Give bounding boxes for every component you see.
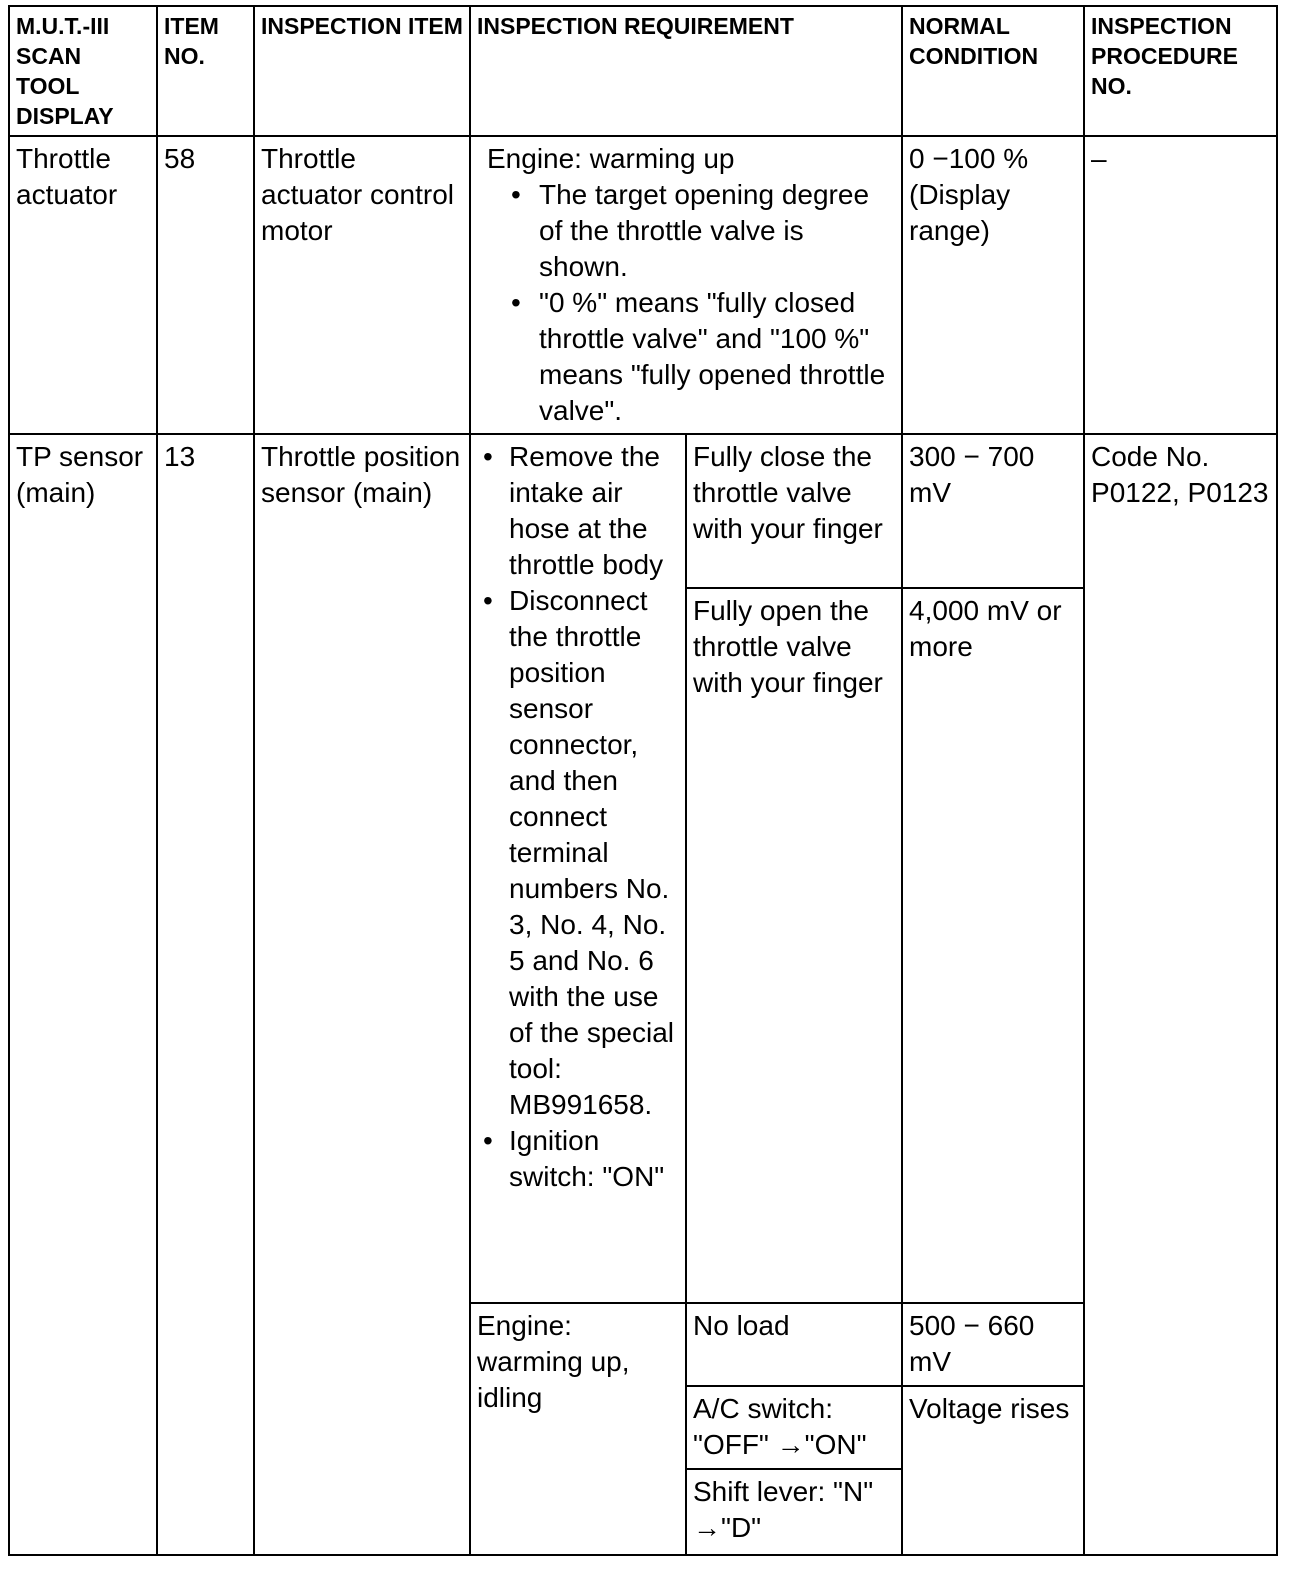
cell-normal-condition: 0 −100 % (Display range): [902, 136, 1084, 434]
table-row: [9, 136, 1277, 434]
cell-case-condition: No load: [686, 1303, 902, 1386]
cell-requirement-lead: Engine: warming up, idling: [470, 1303, 686, 1555]
requirement-lead: Engine: warming up: [487, 143, 735, 174]
cell-case-condition: Shift lever: "N" →"D": [686, 1469, 902, 1555]
cell-display: Throttle actuator: [9, 136, 157, 434]
header-normal-condition: NORMAL CONDITION: [902, 6, 1084, 136]
page: [8, 5, 1278, 1556]
cell-inspection-item: Throttle actuator control motor: [254, 136, 470, 434]
inspection-table: [8, 5, 1278, 1556]
header-inspection-requirement: INSPECTION REQUIREMENT: [470, 6, 902, 136]
list-item: • The target opening degree of the throttle valve is shown.: [477, 177, 895, 285]
cell-display: TP sensor (main): [9, 434, 157, 1555]
requirement-bullets: [477, 177, 895, 429]
cell-procedure-no: Code No. P0122, P0123: [1084, 434, 1277, 1555]
cell-procedure-no: –: [1084, 136, 1277, 434]
cell-normal-condition: 4,000 mV or more: [902, 588, 1084, 1303]
cell-normal-condition: Voltage rises: [902, 1386, 1084, 1555]
header-display: M.U.T.-III SCAN TOOL DISPLAY: [9, 6, 157, 136]
list-item: • Ignition switch: "ON": [477, 1123, 679, 1195]
header-row: [9, 6, 1277, 136]
table-row: [9, 434, 1277, 588]
cell-case-condition: Fully open the throttle valve with your finger: [686, 588, 902, 1303]
header-procedure-no: INSPECTION PROCEDURE NO.: [1084, 6, 1277, 136]
cell-normal-condition: 300 − 700 mV: [902, 434, 1084, 588]
cell-inspection-item: Throttle position sensor (main): [254, 434, 470, 1555]
list-item: • Remove the intake air hose at the throttle body: [477, 439, 679, 583]
cell-case-condition: Fully close the throttle valve with your finger: [686, 434, 902, 588]
cell-requirement-conditions: [470, 434, 686, 1303]
list-item: • "0 %" means "fully closed throttle valve" and "100 %" means "fully opened throttle valve".: [477, 285, 895, 429]
cell-item-no: 58: [157, 136, 254, 434]
header-item-no: ITEM NO.: [157, 6, 254, 136]
cell-item-no: 13: [157, 434, 254, 1555]
cell-normal-condition: 500 − 660 mV: [902, 1303, 1084, 1386]
list-item: • Disconnect the throttle position sensor connector, and then connect terminal numbers No. 3, No. 4, No. 5 and No. 6 with the use of the special tool: MB991658.: [477, 583, 679, 1123]
cell-inspection-requirement: [470, 136, 902, 434]
header-inspection-item: INSPECTION ITEM: [254, 6, 470, 136]
cell-case-condition: A/C switch: "OFF" →"ON": [686, 1386, 902, 1469]
requirement-bullets: [477, 439, 679, 1195]
